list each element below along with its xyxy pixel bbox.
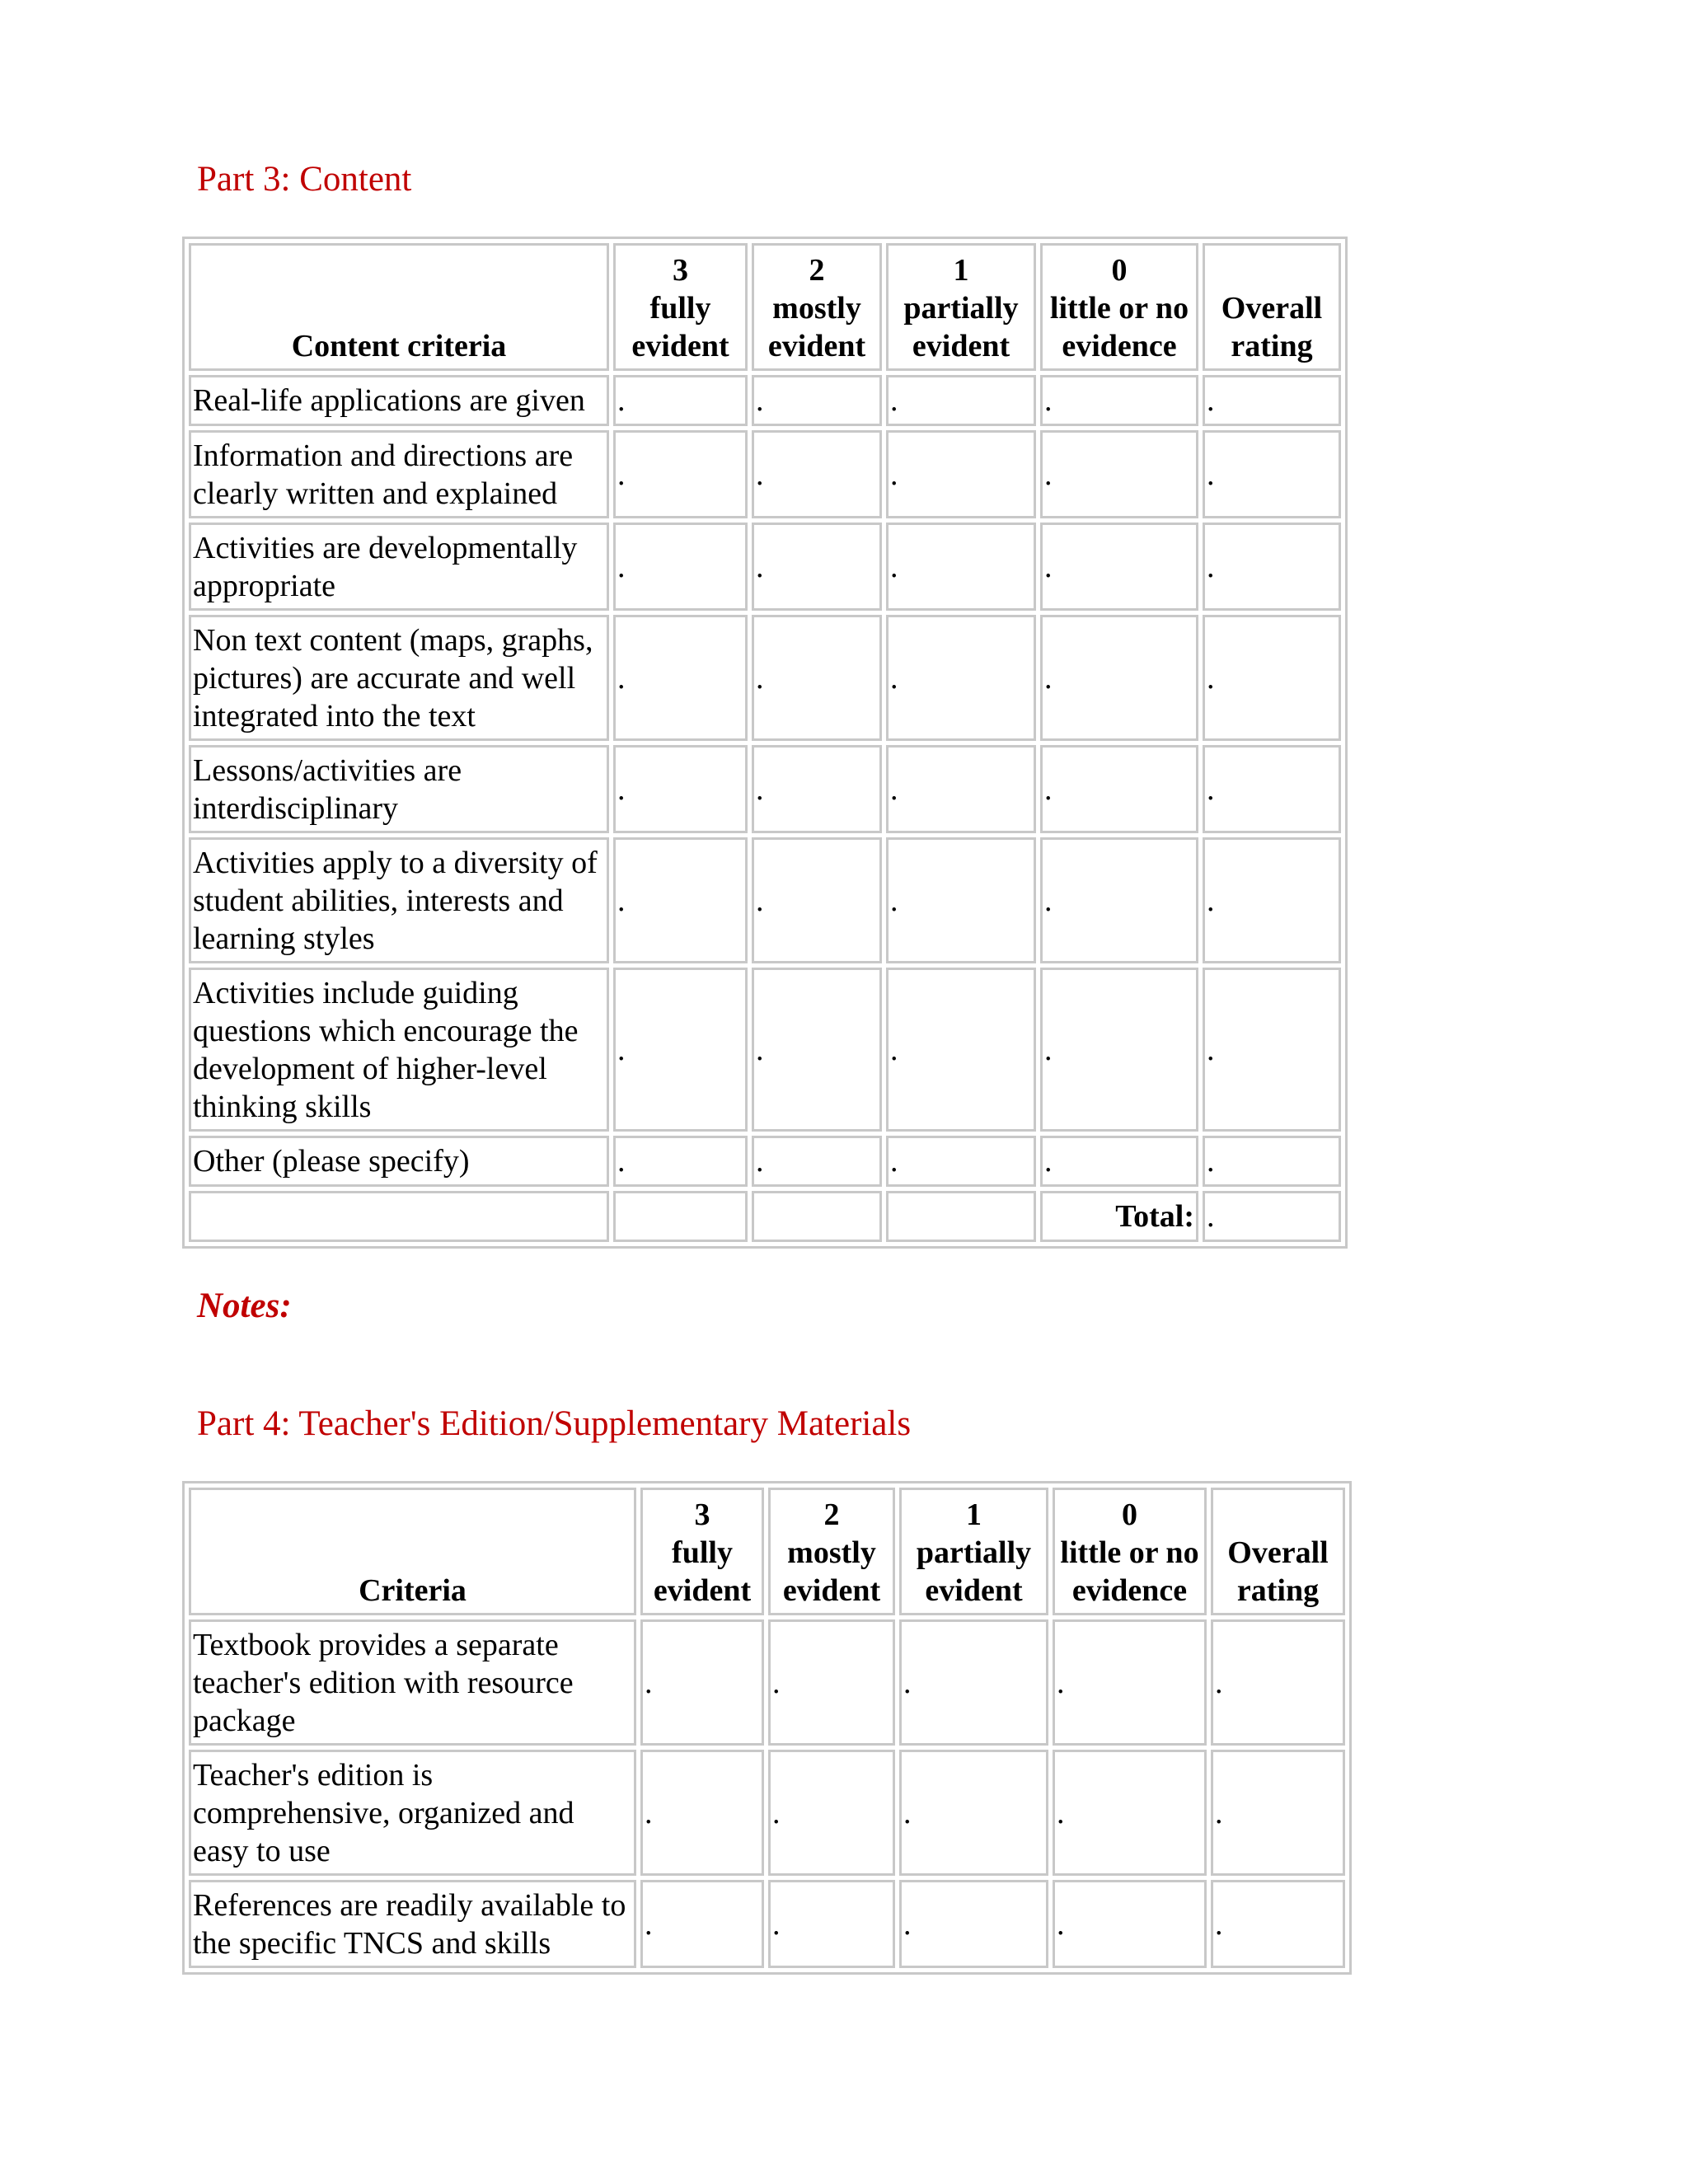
rating-cell-3[interactable]: .: [613, 968, 748, 1132]
table-header-row: [189, 1488, 1345, 1615]
criterion-label: Non text content (maps, graphs, pictures) are accurate and well integrated into the text: [189, 615, 609, 741]
overall-rating-cell[interactable]: .: [1203, 745, 1341, 833]
criterion-label: Activities include guiding questions which encourage the development of higher-level thinking skills: [189, 968, 609, 1132]
criterion-label: Activities apply to a diversity of student abilities, interests and learning styles: [189, 837, 609, 963]
total-row: [189, 1191, 1341, 1242]
scale-header-2: 2 mostly evident: [768, 1488, 895, 1615]
rating-cell-2[interactable]: .: [752, 615, 882, 741]
rating-cell-1[interactable]: .: [886, 430, 1036, 518]
part3-heading: Part 3: Content: [197, 160, 412, 199]
rating-cell-0[interactable]: .: [1040, 1136, 1198, 1187]
overall-rating-cell[interactable]: .: [1203, 375, 1341, 426]
rating-cell-2[interactable]: .: [752, 837, 882, 963]
scale-header-1: 1 partially evident: [886, 243, 1036, 371]
table-row: [189, 523, 1341, 611]
overall-rating-cell[interactable]: .: [1211, 1619, 1345, 1746]
rating-cell-1[interactable]: .: [899, 1750, 1048, 1876]
rating-cell-3[interactable]: .: [613, 375, 748, 426]
empty-cell: [613, 1191, 748, 1242]
overall-rating-cell[interactable]: .: [1211, 1880, 1345, 1968]
rating-cell-0[interactable]: .: [1040, 837, 1198, 963]
table-row: [189, 615, 1341, 741]
rating-cell-3[interactable]: .: [613, 837, 748, 963]
table-row: [189, 375, 1341, 426]
rating-cell-2[interactable]: .: [752, 745, 882, 833]
rating-cell-3[interactable]: .: [640, 1750, 764, 1876]
rating-cell-3[interactable]: .: [640, 1619, 764, 1746]
rating-cell-0[interactable]: .: [1040, 968, 1198, 1132]
criterion-label: Information and directions are clearly written and explained: [189, 430, 609, 518]
scale-header-3: 3 fully evident: [613, 243, 748, 371]
rating-cell-0[interactable]: .: [1053, 1880, 1207, 1968]
scale-header-1: 1 partially evident: [899, 1488, 1048, 1615]
part4-heading: Part 4: Teacher's Edition/Supplementary Materials: [197, 1404, 912, 1443]
overall-rating-cell[interactable]: .: [1203, 837, 1341, 963]
rating-cell-1[interactable]: .: [886, 968, 1036, 1132]
rating-cell-1[interactable]: .: [899, 1619, 1048, 1746]
rating-cell-2[interactable]: .: [752, 430, 882, 518]
overall-rating-cell[interactable]: .: [1211, 1750, 1345, 1876]
rating-cell-0[interactable]: .: [1040, 523, 1198, 611]
rating-cell-3[interactable]: .: [613, 745, 748, 833]
rating-cell-3[interactable]: .: [613, 523, 748, 611]
rating-cell-0[interactable]: .: [1053, 1750, 1207, 1876]
rating-cell-0[interactable]: .: [1040, 375, 1198, 426]
notes-label: Notes:: [197, 1286, 292, 1325]
overall-rating-cell[interactable]: .: [1203, 523, 1341, 611]
criterion-label: Other (please specify): [189, 1136, 609, 1187]
rating-cell-3[interactable]: .: [613, 430, 748, 518]
overall-rating-cell[interactable]: .: [1203, 430, 1341, 518]
table-row: [189, 1750, 1345, 1876]
rating-cell-0[interactable]: .: [1040, 745, 1198, 833]
table-row: [189, 430, 1341, 518]
overall-rating-cell[interactable]: .: [1203, 968, 1341, 1132]
rating-cell-2[interactable]: .: [768, 1880, 895, 1968]
rating-cell-1[interactable]: .: [886, 523, 1036, 611]
rating-cell-2[interactable]: .: [768, 1619, 895, 1746]
teacher-edition-criteria-table: [182, 1481, 1352, 1975]
rating-cell-2[interactable]: .: [752, 1136, 882, 1187]
scale-header-0: 0 little or no evidence: [1040, 243, 1198, 371]
rating-cell-1[interactable]: .: [886, 837, 1036, 963]
total-label: Total:: [1040, 1191, 1198, 1242]
rating-cell-1[interactable]: .: [886, 615, 1036, 741]
rating-cell-2[interactable]: .: [752, 523, 882, 611]
criteria-header: Content criteria: [189, 243, 609, 371]
overall-rating-header: Overall rating: [1203, 243, 1341, 371]
overall-rating-cell[interactable]: .: [1203, 1136, 1341, 1187]
rating-cell-1[interactable]: .: [886, 375, 1036, 426]
rating-cell-2[interactable]: .: [752, 375, 882, 426]
rating-cell-1[interactable]: .: [899, 1880, 1048, 1968]
table-row: [189, 968, 1341, 1132]
total-value-cell[interactable]: .: [1203, 1191, 1341, 1242]
rating-cell-1[interactable]: .: [886, 1136, 1036, 1187]
criterion-label: Lessons/activities are interdisciplinary: [189, 745, 609, 833]
rating-cell-2[interactable]: .: [752, 968, 882, 1132]
table-row: [189, 1619, 1345, 1746]
criterion-label: Activities are developmentally appropriate: [189, 523, 609, 611]
table-row: [189, 1136, 1341, 1187]
rating-cell-2[interactable]: .: [768, 1750, 895, 1876]
criterion-label: Real-life applications are given: [189, 375, 609, 426]
criterion-label: Textbook provides a separate teacher's edition with resource package: [189, 1619, 636, 1746]
table-row: [189, 837, 1341, 963]
table-row: [189, 745, 1341, 833]
empty-cell: [189, 1191, 609, 1242]
table-row: [189, 1880, 1345, 1968]
criteria-header: Criteria: [189, 1488, 636, 1615]
criterion-label: Teacher's edition is comprehensive, organized and easy to use: [189, 1750, 636, 1876]
rating-cell-3[interactable]: .: [640, 1880, 764, 1968]
rating-cell-0[interactable]: .: [1040, 430, 1198, 518]
table-header-row: [189, 243, 1341, 371]
rating-cell-1[interactable]: .: [886, 745, 1036, 833]
empty-cell: [752, 1191, 882, 1242]
scale-header-0: 0 little or no evidence: [1053, 1488, 1207, 1615]
rating-cell-3[interactable]: .: [613, 1136, 748, 1187]
content-criteria-table: [182, 237, 1348, 1249]
rating-cell-0[interactable]: .: [1053, 1619, 1207, 1746]
criterion-label: References are readily available to the specific TNCS and skills: [189, 1880, 636, 1968]
empty-cell: [886, 1191, 1036, 1242]
scale-header-3: 3 fully evident: [640, 1488, 764, 1615]
rating-cell-0[interactable]: .: [1040, 615, 1198, 741]
overall-rating-cell[interactable]: .: [1203, 615, 1341, 741]
overall-rating-header: Overall rating: [1211, 1488, 1345, 1615]
rating-cell-3[interactable]: .: [613, 615, 748, 741]
scale-header-2: 2 mostly evident: [752, 243, 882, 371]
